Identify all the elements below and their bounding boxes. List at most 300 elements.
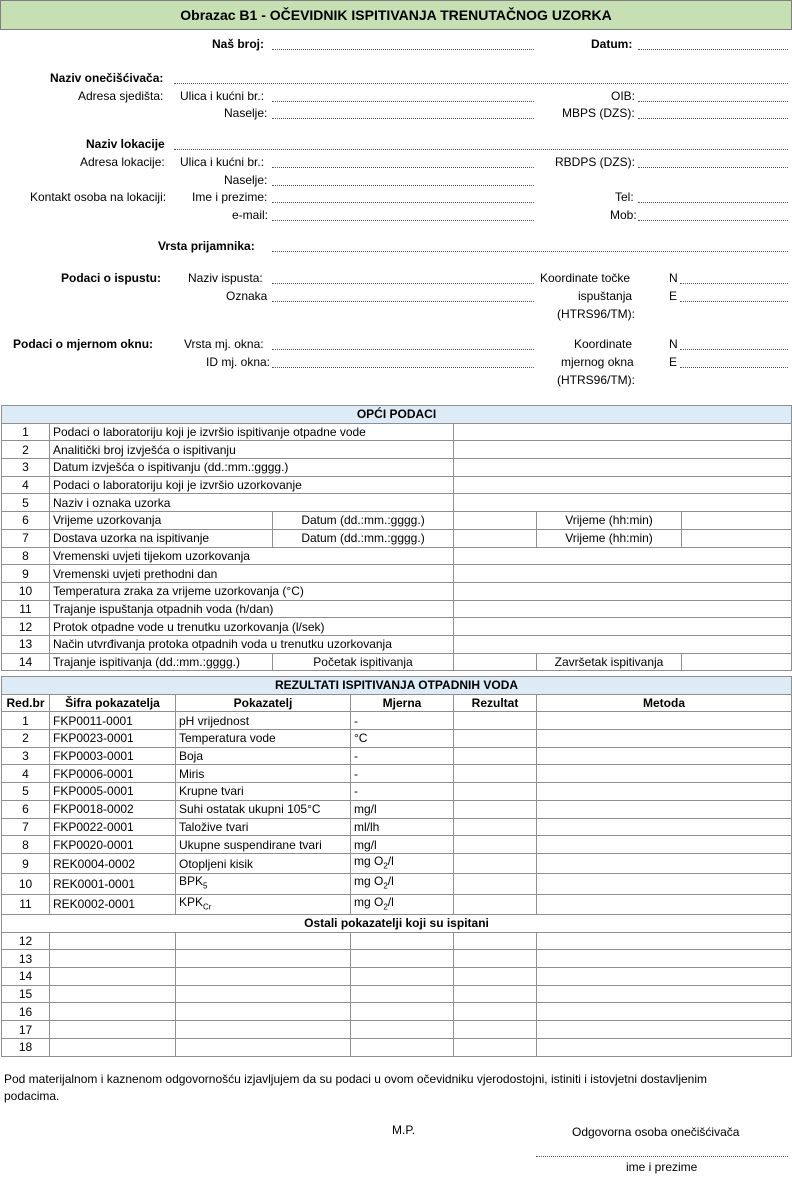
general-data-row: [2, 423, 792, 441]
indicator-code: FKP0018-0002: [50, 800, 176, 818]
general-data-title: OPĆI PODACI: [2, 406, 792, 424]
result-value[interactable]: [454, 747, 537, 765]
unit-sub: 2: [383, 861, 388, 871]
row-value[interactable]: [454, 476, 792, 494]
row-number: 9: [2, 853, 50, 873]
date-field[interactable]: [638, 49, 788, 50]
indicator-code[interactable]: [50, 968, 176, 986]
settlement-field-2[interactable]: [272, 185, 534, 186]
row-value[interactable]: [454, 459, 792, 477]
method-value[interactable]: [537, 853, 792, 873]
column-header: Red.br: [2, 694, 50, 712]
method-value[interactable]: [537, 968, 792, 986]
results-row: [2, 1021, 792, 1039]
mbps-label: MBPS (DZS):: [562, 106, 635, 120]
unit-text: mg O: [354, 894, 384, 909]
unit-tail: /l: [387, 853, 394, 868]
row-time-label: Vrijeme (hh:min): [537, 512, 682, 530]
indicator-name: pH vrijednost: [179, 713, 250, 728]
row-number: 13: [2, 950, 50, 968]
indicator-cell: [176, 853, 351, 873]
row-label: Način utvrđivanja protoka otpadnih voda u trenutku uzorkovanja: [50, 635, 454, 653]
indicator-cell[interactable]: [176, 1021, 351, 1039]
row-number: 10: [2, 874, 50, 894]
unit-tail: /l: [387, 894, 394, 909]
email-field[interactable]: [272, 220, 534, 221]
form-title: Obrazac B1 - OČEVIDNIK ISPITIVANJA TRENUTAČNOG UZORKA: [0, 0, 792, 30]
result-value[interactable]: [454, 1038, 537, 1056]
outlet-mark-label: Oznaka: [226, 289, 268, 303]
indicator-cell[interactable]: [176, 1038, 351, 1056]
declaration-text-2: podacima.: [4, 1089, 60, 1103]
row-number: 11: [2, 894, 50, 914]
unit-cell: [351, 730, 454, 748]
results-row: [2, 783, 792, 801]
general-data-row: [2, 441, 792, 459]
row-label: Trajanje ispitivanja (dd.:mm.:gggg.): [50, 653, 273, 671]
indicator-name: BPK: [179, 874, 204, 889]
manhole-id-label: ID mj. okna:: [206, 355, 271, 369]
manhole-type-field[interactable]: [272, 349, 534, 350]
rbdps-field[interactable]: [638, 167, 788, 168]
row-number: 2: [2, 730, 50, 748]
row-label: Dostava uzorka na ispitivanje: [50, 529, 273, 547]
result-value[interactable]: [454, 765, 537, 783]
settlement-label-1: Naselje:: [224, 106, 268, 120]
row-number: 3: [2, 747, 50, 765]
indicator-code[interactable]: [50, 1021, 176, 1039]
results-row: [2, 932, 792, 950]
row-value[interactable]: [454, 635, 792, 653]
indicator-cell[interactable]: [176, 950, 351, 968]
result-value[interactable]: [454, 874, 537, 894]
results-row: [2, 968, 792, 986]
mob-label: Mob:: [610, 208, 637, 222]
method-value[interactable]: [537, 800, 792, 818]
manhole-id-field[interactable]: [272, 367, 534, 368]
manhole-e-label: E: [669, 355, 678, 369]
date-label: Datum:: [591, 37, 633, 51]
column-header: Mjerna: [351, 694, 454, 712]
result-value[interactable]: [454, 836, 537, 854]
result-value[interactable]: [454, 968, 537, 986]
row-number: 8: [2, 547, 50, 565]
row-number: 16: [2, 1003, 50, 1021]
unit-text: mg/l: [354, 802, 377, 817]
manhole-coord-label-2: mjernog okna: [561, 355, 634, 369]
indicator-code: FKP0005-0001: [50, 783, 176, 801]
row-number: 3: [2, 459, 50, 477]
row-value[interactable]: [454, 582, 792, 600]
indicator-code[interactable]: [50, 1003, 176, 1021]
row-value[interactable]: [454, 618, 792, 636]
indicator-code: FKP0006-0001: [50, 765, 176, 783]
indicator-name: Temperatura vode: [179, 731, 276, 746]
indicator-code[interactable]: [50, 932, 176, 950]
results-row: [2, 853, 792, 873]
outlet-mark-field[interactable]: [272, 301, 534, 302]
indicator-code: REK0004-0002: [50, 853, 176, 873]
row-date-label: Datum (dd.:mm.:gggg.): [273, 529, 454, 547]
indicator-cell: [176, 818, 351, 836]
method-value[interactable]: [537, 818, 792, 836]
results-title: REZULTATI ISPITIVANJA OTPADNIH VODA: [2, 677, 792, 695]
results-table: [1, 676, 792, 1057]
result-value[interactable]: [454, 783, 537, 801]
row-number: 13: [2, 635, 50, 653]
row-label: Datum izvješća o ispitivanju (dd.:mm.:gggg.): [50, 459, 454, 477]
results-row: [2, 765, 792, 783]
unit-cell[interactable]: [351, 950, 454, 968]
results-row: [2, 712, 792, 730]
outlet-coord-label-3: (HTRS96/TM):: [557, 307, 635, 321]
result-value[interactable]: [454, 818, 537, 836]
oib-field[interactable]: [638, 101, 788, 102]
unit-text: mg/l: [354, 837, 377, 852]
unit-text: -: [354, 766, 358, 781]
result-value[interactable]: [454, 932, 537, 950]
declaration-text: Pod materijalnom i kaznenom odgovornošću izjavljujem da su podaci u ovom očevidniku vjerodostojni, istiniti i istovjetni dostavljenim: [4, 1072, 708, 1086]
result-value[interactable]: [454, 800, 537, 818]
row-number: 2: [2, 441, 50, 459]
method-value[interactable]: [537, 1021, 792, 1039]
row-value[interactable]: [454, 441, 792, 459]
unit-text: -: [354, 713, 358, 728]
results-row: [2, 950, 792, 968]
indicator-cell: [176, 836, 351, 854]
method-value[interactable]: [537, 836, 792, 854]
unit-cell: [351, 874, 454, 894]
method-value[interactable]: [537, 783, 792, 801]
general-data-row: [2, 635, 792, 653]
row-value[interactable]: [454, 600, 792, 618]
row-number: 12: [2, 932, 50, 950]
results-row: [2, 747, 792, 765]
location-name-label: Naziv lokacije: [86, 137, 165, 151]
method-value[interactable]: [537, 730, 792, 748]
result-value[interactable]: [454, 1021, 537, 1039]
unit-cell: [351, 747, 454, 765]
indicator-code[interactable]: [50, 1038, 176, 1056]
results-row: [2, 800, 792, 818]
tel-label: Tel:: [615, 190, 634, 204]
mbps-field[interactable]: [638, 118, 788, 119]
row-number: 12: [2, 618, 50, 636]
row-label: Vremenski uvjeti tijekom uzorkovanja: [50, 547, 454, 565]
general-data-row: [2, 529, 792, 547]
row-number: 1: [2, 423, 50, 441]
general-data-row: [2, 512, 792, 530]
method-value[interactable]: [537, 1003, 792, 1021]
row-label: Vrijeme uzorkovanja: [50, 512, 273, 530]
row-date-value[interactable]: [454, 512, 537, 530]
method-value[interactable]: [537, 985, 792, 1003]
unit-text: °C: [354, 731, 368, 746]
manhole-n-label: N: [669, 337, 678, 351]
stamp-placeholder: M.P.: [392, 1123, 416, 1137]
method-value[interactable]: [537, 932, 792, 950]
result-value[interactable]: [454, 894, 537, 914]
method-value[interactable]: [537, 765, 792, 783]
row-date-label: Datum (dd.:mm.:gggg.): [273, 512, 454, 530]
location-name-field[interactable]: [174, 149, 788, 150]
unit-cell[interactable]: [351, 1038, 454, 1056]
results-row: [2, 818, 792, 836]
row-label: Podaci o laboratoriju koji je izvršio ispitivanje otpadne vode: [50, 423, 454, 441]
unit-cell[interactable]: [351, 1021, 454, 1039]
street-label-2: Ulica i kućni br.:: [180, 155, 265, 169]
indicator-code: REK0002-0001: [50, 894, 176, 914]
row-time-label: Vrijeme (hh:min): [537, 529, 682, 547]
row-value[interactable]: [454, 547, 792, 565]
row-label: Podaci o laboratoriju koji je izvršio uzorkovanje: [50, 476, 454, 494]
our-number-field[interactable]: [272, 49, 534, 50]
outlet-name-field[interactable]: [272, 283, 534, 284]
indicator-code: FKP0011-0001: [50, 712, 176, 730]
row-number: 5: [2, 783, 50, 801]
unit-cell: [351, 800, 454, 818]
indicator-name: Otopljeni kisik: [179, 856, 254, 871]
row-time-label: Završetak ispitivanja: [537, 653, 682, 671]
receiver-type-field[interactable]: [272, 251, 788, 252]
row-time-value[interactable]: [682, 529, 792, 547]
results-row: [2, 894, 792, 914]
unit-sub: 2: [383, 881, 388, 891]
unit-text: mg O: [354, 874, 384, 889]
indicator-name: Boja: [179, 749, 204, 764]
responsible-person-label: Odgovorna osoba onečišćivača: [572, 1125, 740, 1139]
outlet-data-label: Podaci o ispustu:: [61, 271, 162, 285]
settlement-field-1[interactable]: [272, 118, 534, 119]
result-value[interactable]: [454, 950, 537, 968]
indicator-name-sub: 5: [203, 881, 208, 891]
unit-text: mg O: [354, 853, 384, 868]
indicator-cell[interactable]: [176, 985, 351, 1003]
row-number: 17: [2, 1021, 50, 1039]
unit-text: -: [354, 784, 358, 799]
row-number: 18: [2, 1038, 50, 1056]
column-header: Rezultat: [454, 694, 537, 712]
settlement-label-2: Naselje:: [224, 173, 268, 187]
outlet-coord-label-2: ispuštanja: [578, 289, 633, 303]
indicator-name: Miris: [179, 766, 205, 781]
indicator-code: FKP0022-0001: [50, 818, 176, 836]
outlet-n-field[interactable]: [680, 283, 788, 284]
unit-cell: [351, 712, 454, 730]
method-value[interactable]: [537, 712, 792, 730]
indicator-cell[interactable]: [176, 968, 351, 986]
row-number: 6: [2, 512, 50, 530]
method-value[interactable]: [537, 874, 792, 894]
row-value[interactable]: [454, 565, 792, 583]
general-data-row: [2, 582, 792, 600]
row-label: Vremenski uvjeti prethodni dan: [50, 565, 454, 583]
indicator-cell: [176, 765, 351, 783]
our-number-label: Naš broj:: [212, 37, 265, 51]
unit-cell: [351, 818, 454, 836]
manhole-n-field[interactable]: [680, 349, 788, 350]
unit-cell: [351, 894, 454, 914]
indicator-cell: [176, 800, 351, 818]
unit-cell: [351, 853, 454, 873]
results-row: [2, 730, 792, 748]
outlet-e-label: E: [669, 289, 678, 303]
row-number: 7: [2, 818, 50, 836]
row-label: Naziv i oznaka uzorka: [50, 494, 454, 512]
tel-field[interactable]: [638, 202, 788, 203]
result-value[interactable]: [454, 712, 537, 730]
email-label: e-mail:: [232, 208, 269, 222]
indicator-cell: [176, 712, 351, 730]
indicator-name: Krupne tvari: [179, 784, 244, 799]
row-label: Temperatura zraka za vrijeme uzorkovanja (°C): [50, 582, 454, 600]
result-value[interactable]: [454, 730, 537, 748]
manhole-coord-label-1: Koordinate: [574, 337, 633, 351]
outlet-name-label: Naziv ispusta:: [188, 271, 263, 285]
row-date-value[interactable]: [454, 653, 537, 671]
manhole-data-label: Podaci o mjernom oknu:: [13, 337, 154, 351]
column-header: Metoda: [537, 694, 792, 712]
general-data-row: [2, 494, 792, 512]
unit-sub: 2: [383, 902, 388, 912]
general-data-row: [2, 653, 792, 671]
results-header-row: [2, 694, 792, 712]
row-number: 6: [2, 800, 50, 818]
indicator-cell: [176, 874, 351, 894]
outlet-e-field[interactable]: [680, 301, 788, 302]
row-number: 11: [2, 600, 50, 618]
general-data-row: [2, 476, 792, 494]
unit-text: ml/lh: [354, 819, 380, 834]
other-indicators-row: [2, 915, 792, 933]
contact-name-field[interactable]: [272, 202, 534, 203]
unit-cell[interactable]: [351, 968, 454, 986]
outlet-coord-label-1: Koordinate točke: [540, 271, 631, 285]
indicator-name: Taložive tvari: [179, 819, 249, 834]
indicator-code: FKP0023-0001: [50, 730, 176, 748]
results-row: [2, 1038, 792, 1056]
indicator-cell[interactable]: [176, 1003, 351, 1021]
general-data-row: [2, 600, 792, 618]
row-number: 14: [2, 653, 50, 671]
unit-cell: [351, 765, 454, 783]
unit-text: -: [354, 749, 358, 764]
unit-cell[interactable]: [351, 985, 454, 1003]
row-number: 7: [2, 529, 50, 547]
other-indicators-title: Ostali pokazatelji koji su ispitani: [2, 915, 792, 933]
row-date-value[interactable]: [454, 529, 537, 547]
indicator-code: FKP0020-0001: [50, 836, 176, 854]
manhole-e-field[interactable]: [680, 367, 788, 368]
general-data-row: [2, 547, 792, 565]
general-data-table: [1, 405, 792, 671]
row-number: 4: [2, 476, 50, 494]
general-data-row: [2, 565, 792, 583]
indicator-code: FKP0003-0001: [50, 747, 176, 765]
receiver-type-label: Vrsta prijamnika:: [158, 239, 255, 253]
indicator-name: KPK: [179, 894, 204, 909]
indicator-name: Ukupne suspendirane tvari: [179, 837, 322, 852]
indicator-code[interactable]: [50, 985, 176, 1003]
method-value[interactable]: [537, 1038, 792, 1056]
oib-label: OIB:: [611, 89, 636, 103]
street-field-2[interactable]: [272, 167, 534, 168]
row-label: Protok otpadne vode u trenutku uzorkovanja (l/sek): [50, 618, 454, 636]
street-field-1[interactable]: [272, 101, 534, 102]
result-value[interactable]: [454, 1003, 537, 1021]
indicator-code[interactable]: [50, 950, 176, 968]
full-name-caption: ime i prezime: [626, 1160, 698, 1174]
results-row: [2, 985, 792, 1003]
outlet-n-label: N: [669, 271, 678, 285]
method-value[interactable]: [537, 747, 792, 765]
indicator-name-sub: Cr: [203, 902, 212, 912]
results-row: [2, 874, 792, 894]
general-data-row: [2, 618, 792, 636]
row-number: 10: [2, 582, 50, 600]
indicator-cell: [176, 730, 351, 748]
result-value[interactable]: [454, 853, 537, 873]
result-value[interactable]: [454, 985, 537, 1003]
row-number: 5: [2, 494, 50, 512]
street-label-1: Ulica i kućni br.:: [180, 89, 265, 103]
row-number: 9: [2, 565, 50, 583]
indicator-cell: [176, 894, 351, 914]
row-number: 14: [2, 968, 50, 986]
column-header: Pokazatelj: [176, 694, 351, 712]
row-number: 4: [2, 765, 50, 783]
indicator-cell[interactable]: [176, 932, 351, 950]
row-label: Trajanje ispuštanja otpadnih voda (h/dan): [50, 600, 454, 618]
full-name-label: Ime i prezime:: [192, 190, 268, 204]
row-number: 8: [2, 836, 50, 854]
row-time-value[interactable]: [682, 512, 792, 530]
polluter-name-field[interactable]: [174, 83, 788, 84]
results-row: [2, 1003, 792, 1021]
manhole-type-label: Vrsta mj. okna:: [184, 337, 264, 351]
results-row: [2, 836, 792, 854]
indicator-code: REK0001-0001: [50, 874, 176, 894]
mob-field[interactable]: [638, 220, 788, 221]
indicator-cell: [176, 747, 351, 765]
row-label: Analitički broj izvješća o ispitivanju: [50, 441, 454, 459]
manhole-coord-label-3: (HTRS96/TM):: [557, 373, 635, 387]
polluter-name-label: Naziv onečišćivača:: [50, 71, 164, 85]
method-value[interactable]: [537, 950, 792, 968]
row-number: 1: [2, 712, 50, 730]
row-date-label: Početak ispitivanja: [273, 653, 454, 671]
hq-address-label: Adresa sjedišta:: [78, 89, 164, 103]
column-header: Šifra pokazatelja: [50, 694, 176, 712]
row-number: 15: [2, 985, 50, 1003]
signature-field[interactable]: [536, 1156, 788, 1157]
rbdps-label: RBDPS (DZS):: [555, 155, 636, 169]
location-address-label: Adresa lokacije:: [80, 155, 165, 169]
unit-cell[interactable]: [351, 1003, 454, 1021]
row-value[interactable]: [454, 494, 792, 512]
unit-cell: [351, 783, 454, 801]
unit-cell[interactable]: [351, 932, 454, 950]
contact-person-label: Kontakt osoba na lokaciji:: [30, 190, 167, 204]
method-value[interactable]: [537, 894, 792, 914]
unit-cell: [351, 836, 454, 854]
indicator-name: Suhi ostatak ukupni 105°C: [179, 802, 321, 817]
row-value[interactable]: [454, 423, 792, 441]
general-data-row: [2, 459, 792, 477]
indicator-cell: [176, 783, 351, 801]
row-time-value[interactable]: [682, 653, 792, 671]
unit-tail: /l: [387, 874, 394, 889]
